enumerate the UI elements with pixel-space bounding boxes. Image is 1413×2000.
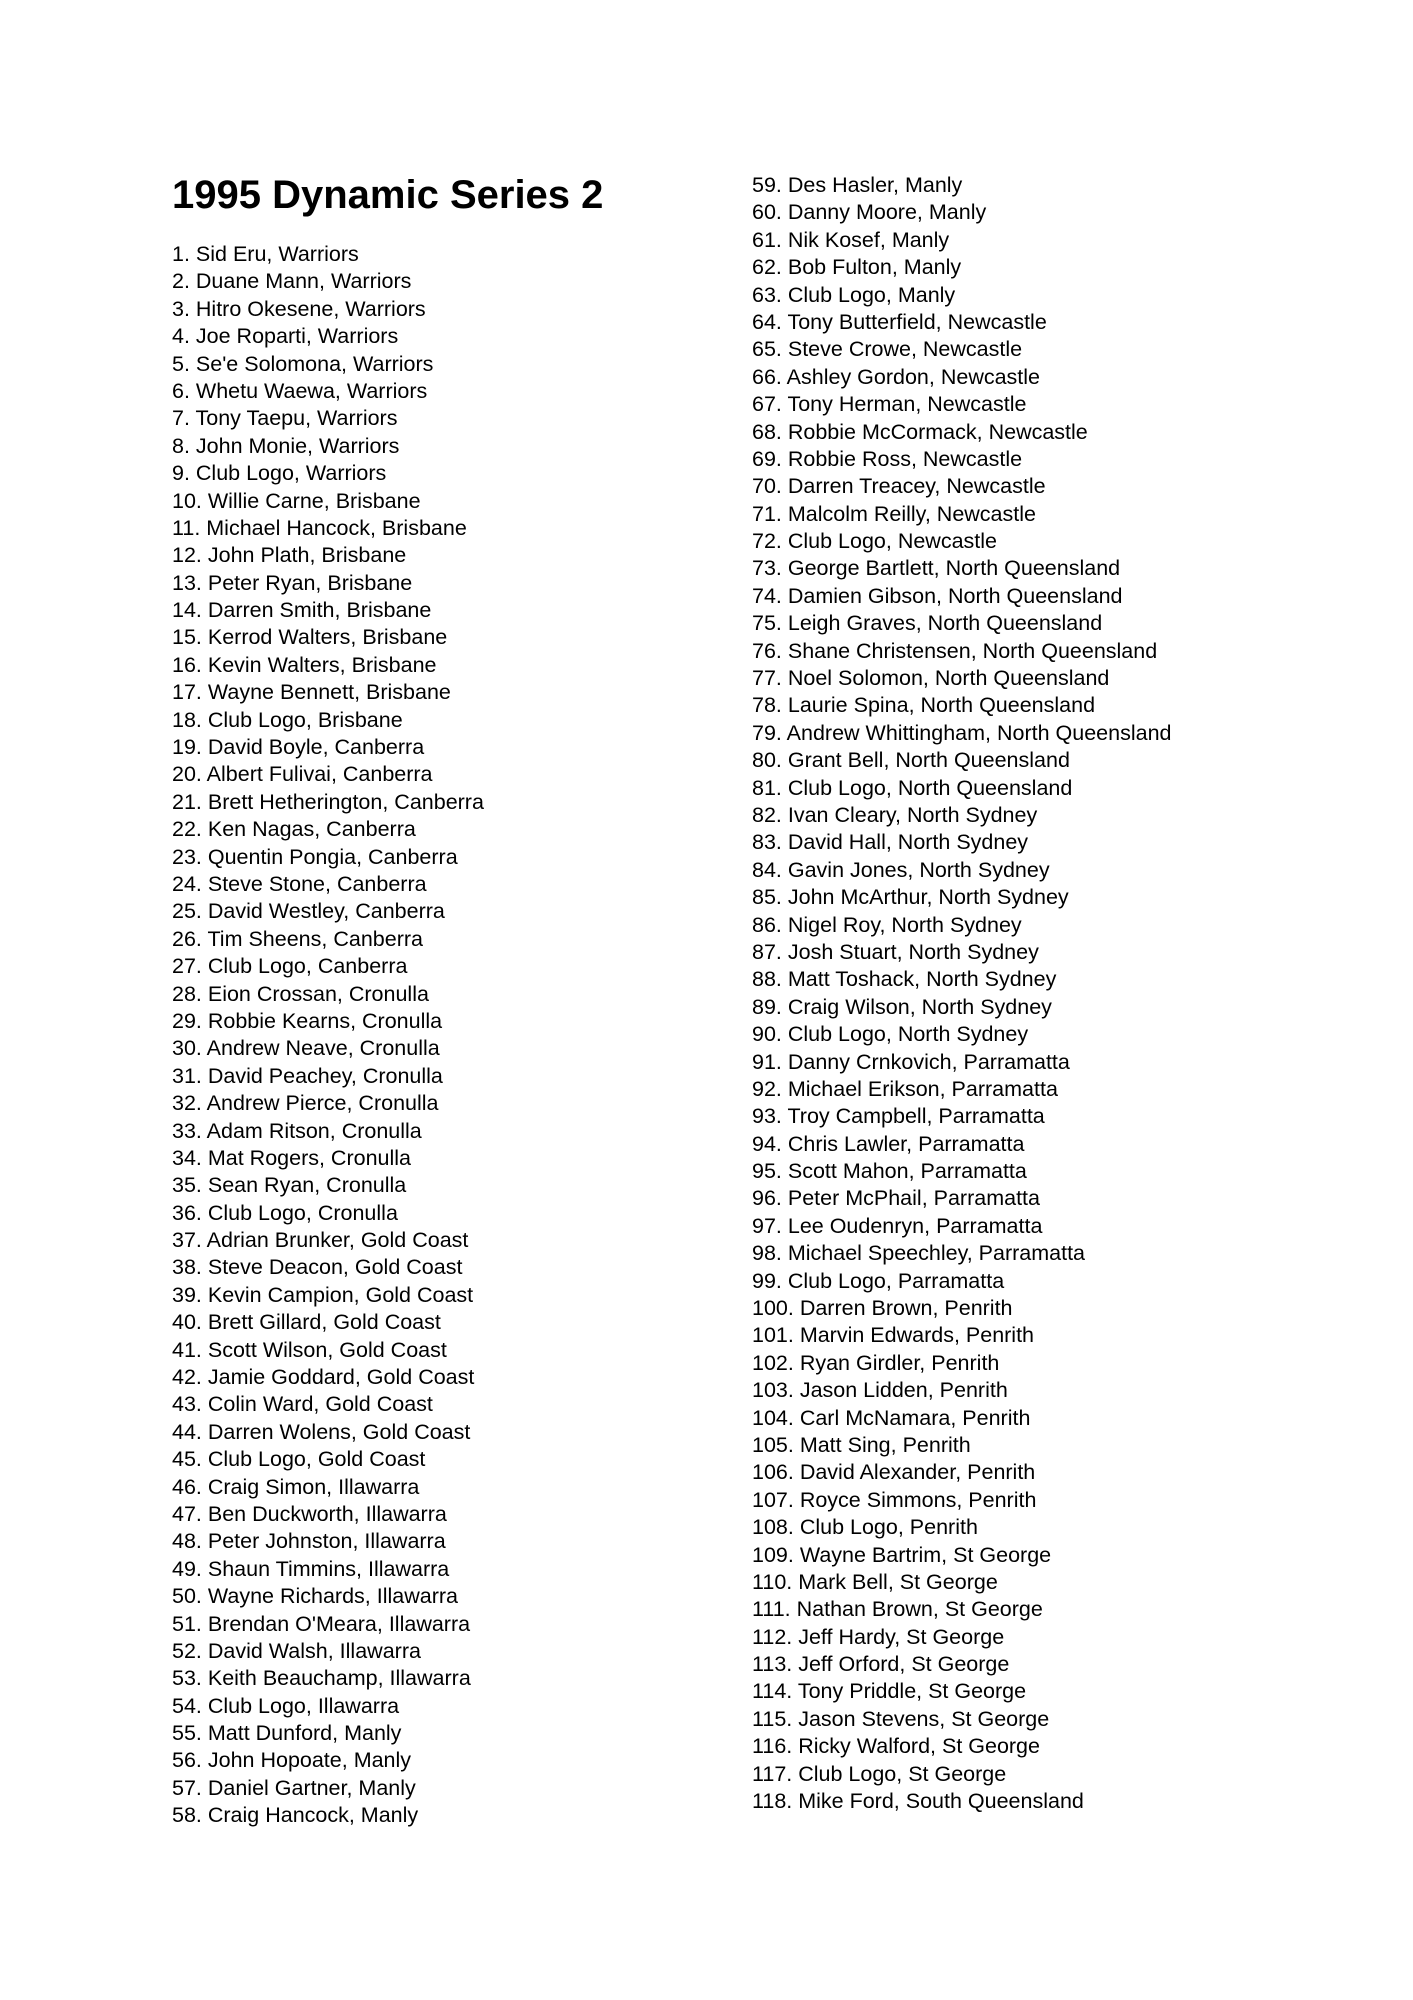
checklist-item: 21. Brett Hetherington, Canberra (172, 789, 484, 814)
checklist-item: 86. Nigel Roy, North Sydney (752, 912, 1022, 937)
checklist-item: 16. Kevin Walters, Brisbane (172, 652, 437, 677)
checklist-item: 53. Keith Beauchamp, Illawarra (172, 1666, 471, 1691)
checklist-item: 72. Club Logo, Newcastle (752, 529, 998, 554)
checklist-item: 87. Josh Stuart, North Sydney (752, 939, 1039, 964)
checklist-item: 20. Albert Fulivai, Canberra (172, 762, 433, 787)
checklist-item: 117. Club Logo, St George (752, 1761, 1007, 1786)
checklist-item: 118. Mike Ford, South Queensland (752, 1789, 1084, 1814)
checklist-item: 69. Robbie Ross, Newcastle (752, 446, 1023, 471)
checklist-item: 108. Club Logo, Penrith (752, 1515, 978, 1540)
checklist-item: 65. Steve Crowe, Newcastle (752, 337, 1023, 362)
checklist-item: 106. David Alexander, Penrith (752, 1460, 1036, 1485)
checklist-item: 40. Brett Gillard, Gold Coast (172, 1310, 441, 1335)
checklist-item: 28. Eion Crossan, Cronulla (172, 981, 429, 1006)
checklist-item: 43. Colin Ward, Gold Coast (172, 1392, 433, 1417)
checklist-item: 1. Sid Eru, Warriors (172, 242, 359, 266)
checklist-item: 85. John McArthur, North Sydney (752, 885, 1069, 910)
checklist-item: 35. Sean Ryan, Cronulla (172, 1173, 407, 1198)
checklist-item: 110. Mark Bell, St George (752, 1569, 998, 1594)
checklist-item: 17. Wayne Bennett, Brisbane (172, 680, 451, 705)
checklist-item: 55. Matt Dunford, Manly (172, 1721, 402, 1746)
checklist-item: 4. Joe Roparti, Warriors (172, 324, 399, 349)
checklist-item: 97. Lee Oudenryn, Parramatta (752, 1213, 1043, 1238)
checklist-item: 57. Daniel Gartner, Manly (172, 1775, 416, 1800)
checklist-item: 54. Club Logo, Illawarra (172, 1693, 400, 1718)
checklist-item: 103. Jason Lidden, Penrith (752, 1378, 1008, 1403)
checklist-item: 47. Ben Duckworth, Illawarra (172, 1501, 447, 1526)
checklist-item: 23. Quentin Pongia, Canberra (172, 844, 458, 869)
checklist-item: 31. David Peachey, Cronulla (172, 1063, 443, 1088)
checklist-item: 67. Tony Herman, Newcastle (752, 392, 1027, 417)
checklist-item: 102. Ryan Girdler, Penrith (752, 1350, 1000, 1375)
checklist-item: 96. Peter McPhail, Parramatta (752, 1186, 1040, 1211)
checklist-item: 95. Scott Mahon, Parramatta (752, 1159, 1027, 1184)
checklist-item: 6. Whetu Waewa, Warriors (172, 378, 428, 403)
checklist-item: 46. Craig Simon, Illawarra (172, 1474, 420, 1499)
checklist-item: 111. Nathan Brown, St George (752, 1597, 1043, 1622)
checklist-item: 2. Duane Mann, Warriors (172, 269, 412, 294)
checklist-item: 83. David Hall, North Sydney (752, 830, 1029, 855)
checklist-item: 12. John Plath, Brisbane (172, 543, 407, 568)
checklist-item: 74. Damien Gibson, North Queensland (752, 583, 1123, 608)
checklist-item: 61. Nik Kosef, Manly (752, 227, 950, 252)
checklist-item: 37. Adrian Brunker, Gold Coast (172, 1228, 469, 1253)
checklist-item: 63. Club Logo, Manly (752, 282, 956, 307)
checklist-item: 52. David Walsh, Illawarra (172, 1638, 421, 1663)
checklist-item: 39. Kevin Campion, Gold Coast (172, 1282, 474, 1307)
checklist-item: 33. Adam Ritson, Cronulla (172, 1118, 422, 1143)
checklist-item: 79. Andrew Whittingham, North Queensland (752, 720, 1172, 745)
checklist-item: 29. Robbie Kearns, Cronulla (172, 1008, 443, 1033)
checklist-item: 26. Tim Sheens, Canberra (172, 926, 423, 951)
checklist-item: 34. Mat Rogers, Cronulla (172, 1145, 411, 1170)
checklist-item: 107. Royce Simmons, Penrith (752, 1487, 1037, 1512)
checklist-item: 42. Jamie Goddard, Gold Coast (172, 1365, 475, 1390)
checklist-item: 100. Darren Brown, Penrith (752, 1296, 1013, 1321)
checklist-item: 13. Peter Ryan, Brisbane (172, 570, 413, 595)
checklist-item: 48. Peter Johnston, Illawarra (172, 1529, 446, 1554)
checklist-item: 27. Club Logo, Canberra (172, 954, 408, 979)
checklist-item: 36. Club Logo, Cronulla (172, 1200, 398, 1225)
checklist-item: 99. Club Logo, Parramatta (752, 1268, 1005, 1293)
checklist-item: 41. Scott Wilson, Gold Coast (172, 1337, 447, 1362)
checklist-item: 114. Tony Priddle, St George (752, 1679, 1027, 1704)
checklist-item: 60. Danny Moore, Manly (752, 200, 987, 225)
checklist-item: 115. Jason Stevens, St George (752, 1706, 1050, 1731)
checklist-item: 19. David Boyle, Canberra (172, 735, 425, 760)
checklist-item: 104. Carl McNamara, Penrith (752, 1405, 1031, 1430)
checklist-item: 76. Shane Christensen, North Queensland (752, 638, 1158, 663)
checklist-item: 14. Darren Smith, Brisbane (172, 598, 432, 623)
checklist-item: 90. Club Logo, North Sydney (752, 1022, 1029, 1047)
checklist-item: 71. Malcolm Reilly, Newcastle (752, 501, 1036, 526)
checklist-item: 24. Steve Stone, Canberra (172, 871, 427, 896)
checklist-item: 11. Michael Hancock, Brisbane (172, 515, 467, 540)
checklist-item: 5. Se'e Solomona, Warriors (172, 351, 434, 376)
checklist-item: 78. Laurie Spina, North Queensland (752, 693, 1096, 718)
checklist-item: 51. Brendan O'Meara, Illawarra (172, 1611, 471, 1636)
checklist-item: 80. Grant Bell, North Queensland (752, 748, 1070, 773)
checklist-item: 91. Danny Crnkovich, Parramatta (752, 1049, 1070, 1074)
checklist-item: 15. Kerrod Walters, Brisbane (172, 625, 448, 650)
checklist-item: 105. Matt Sing, Penrith (752, 1432, 971, 1457)
page-title: 1995 Dynamic Series 2 (172, 173, 604, 217)
checklist-item: 66. Ashley Gordon, Newcastle (752, 364, 1041, 389)
checklist-item: 75. Leigh Graves, North Queensland (752, 611, 1103, 636)
checklist-item: 45. Club Logo, Gold Coast (172, 1447, 426, 1472)
checklist-item: 116. Ricky Walford, St George (752, 1734, 1040, 1759)
checklist-item: 62. Bob Fulton, Manly (752, 255, 962, 280)
checklist-item: 81. Club Logo, North Queensland (752, 775, 1073, 800)
checklist-item: 70. Darren Treacey, Newcastle (752, 474, 1046, 499)
checklist-item: 30. Andrew Neave, Cronulla (172, 1036, 440, 1061)
checklist-item: 49. Shaun Timmins, Illawarra (172, 1556, 450, 1581)
checklist-item: 8. John Monie, Warriors (172, 433, 400, 458)
checklist-item: 88. Matt Toshack, North Sydney (752, 967, 1057, 992)
checklist-item: 25. David Westley, Canberra (172, 899, 445, 924)
checklist-item: 77. Noel Solomon, North Queensland (752, 666, 1110, 691)
checklist-item: 89. Craig Wilson, North Sydney (752, 994, 1052, 1019)
checklist-item: 98. Michael Speechley, Parramatta (752, 1241, 1086, 1266)
checklist-item: 58. Craig Hancock, Manly (172, 1803, 419, 1828)
checklist-item: 3. Hitro Okesene, Warriors (172, 296, 426, 321)
checklist-item: 112. Jeff Hardy, St George (752, 1624, 1005, 1649)
checklist-item: 101. Marvin Edwards, Penrith (752, 1323, 1035, 1348)
checklist-item: 32. Andrew Pierce, Cronulla (172, 1091, 439, 1116)
checklist-item: 10. Willie Carne, Brisbane (172, 488, 421, 513)
checklist-item: 64. Tony Butterfield, Newcastle (752, 309, 1047, 334)
checklist-column-left (172, 241, 484, 1830)
checklist-item: 56. John Hopoate, Manly (172, 1748, 412, 1773)
checklist-item: 7. Tony Taepu, Warriors (172, 406, 398, 431)
checklist-item: 92. Michael Erikson, Parramatta (752, 1076, 1058, 1101)
checklist-item: 113. Jeff Orford, St George (752, 1652, 1010, 1677)
checklist-item: 73. George Bartlett, North Queensland (752, 556, 1121, 581)
checklist-item: 94. Chris Lawler, Parramatta (752, 1131, 1025, 1156)
checklist-item: 50. Wayne Richards, Illawarra (172, 1584, 458, 1609)
checklist-item: 84. Gavin Jones, North Sydney (752, 857, 1050, 882)
checklist-item: 109. Wayne Bartrim, St George (752, 1542, 1052, 1567)
checklist-item: 44. Darren Wolens, Gold Coast (172, 1419, 471, 1444)
checklist-item: 9. Club Logo, Warriors (172, 461, 387, 486)
checklist-column-right (752, 172, 1171, 1815)
checklist-item: 38. Steve Deacon, Gold Coast (172, 1255, 463, 1280)
checklist-item: 82. Ivan Cleary, North Sydney (752, 802, 1038, 827)
checklist-item: 93. Troy Campbell, Parramatta (752, 1104, 1045, 1129)
checklist-item: 68. Robbie McCormack, Newcastle (752, 419, 1088, 444)
checklist-item: 18. Club Logo, Brisbane (172, 707, 403, 732)
checklist-item: 22. Ken Nagas, Canberra (172, 817, 416, 842)
checklist-item: 59. Des Hasler, Manly (752, 173, 963, 197)
